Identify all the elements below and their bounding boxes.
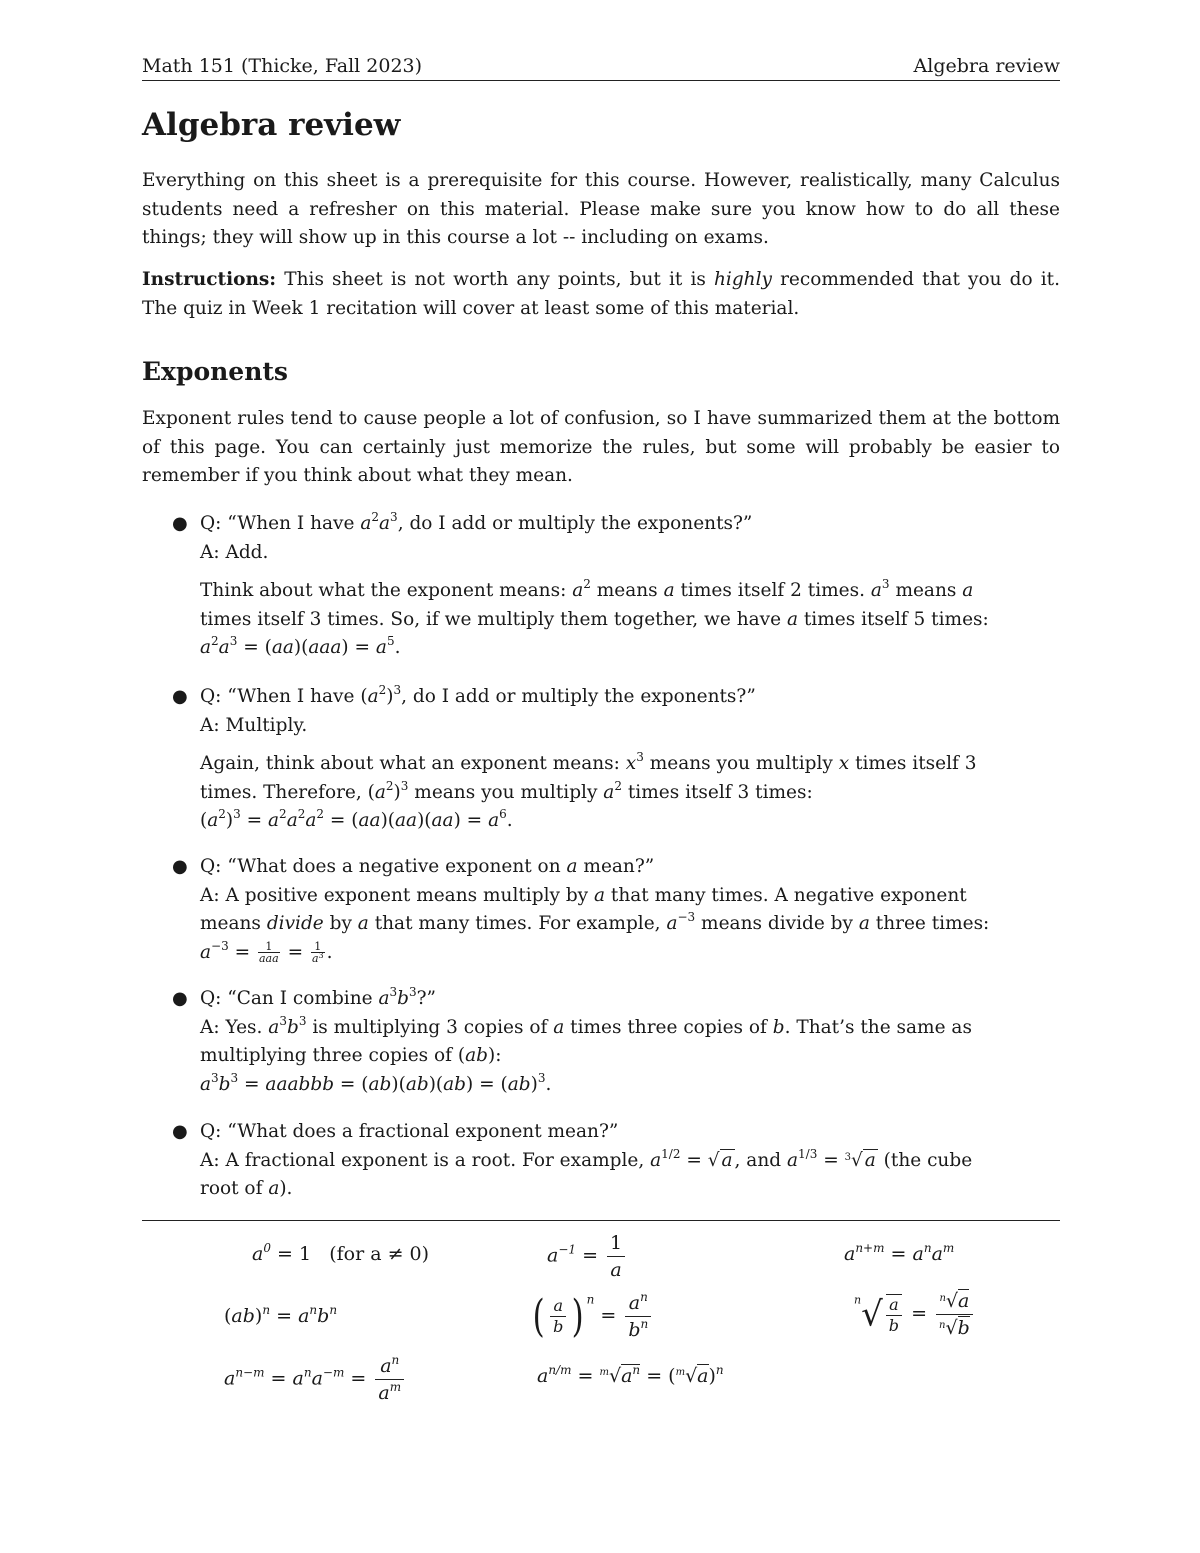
divider bbox=[142, 1220, 1060, 1221]
bullet-icon: ● bbox=[172, 513, 188, 534]
bullet-icon: ● bbox=[172, 1121, 188, 1142]
rule-quotient: $a^{n-m} = a^na^{-m}$ = $\frac{a^n}{a^m}$ bbox=[224, 1353, 407, 1406]
rule-root-of-quotient: $^n$√ $\frac{a}{b}$ = $\frac{^n√a}{^n√b}$ bbox=[854, 1288, 976, 1341]
list-item: ● Q: “What does a fractional exponent mean?” A: A fractional exponent is a root. For example, $a^{1/2}$ = √ a , and $a^{1/3} = ^3√$ a (the cube root of a). bbox=[200, 1118, 1060, 1204]
header-topic: Algebra review bbox=[913, 55, 1060, 77]
header-course: Math 151 (Thicke, Fall 2023) bbox=[142, 55, 423, 77]
bullet-icon: ● bbox=[172, 856, 188, 877]
instructions-label: Instructions: bbox=[142, 269, 277, 290]
rule-power-of-product: $(ab)^n = a^nb^n$ bbox=[224, 1303, 338, 1327]
page-header bbox=[142, 55, 1060, 81]
rule-negative-one: $a^{-1}$ = $\frac{1}{a}$ bbox=[547, 1230, 628, 1283]
exponents-intro: Exponent rules tend to cause people a lot of confusion, so I have summarized them at the bottom of this page. You can certainly just memorize the rules, but some will probably be easier to remember if you think about what they mean. bbox=[142, 408, 1060, 486]
section-heading-exponents: Exponents bbox=[142, 357, 288, 386]
list-item: ● Q: “Can I combine $a^3b^3$?” A: Yes. $a^3b^3$ is multiplying 3 copies of a times three copies of b. That’s the same as multiplying three copies of (ab): $a^3b^3$ = aaabbb = (ab)(ab)(ab) = (ab)$^3$. bbox=[172, 985, 972, 1095]
list-item: ● Q: “When I have $a^2a^3$, do I add or multiply the exponents?” A: Add. Think about what the exponent means: $a^2$ means a times itself 2 times. $a^3$ means a times itself 3 times. So, if we multiply them together, we have a times itself 5 times: $a^2a^3 = (aa)(aaa) = a^5$. bbox=[172, 510, 989, 658]
instructions-paragraph: Instructions: This sheet is not worth any points, but it is highly recommended that you do it. The quiz in Week 1 recitation will cover at least some of this material. bbox=[142, 269, 1060, 319]
rule-product: $a^{n+m} = a^na^m$ bbox=[844, 1241, 955, 1265]
bullet-icon: ● bbox=[172, 988, 188, 1009]
bullet-icon: ● bbox=[172, 686, 188, 707]
page-title: Algebra review bbox=[142, 107, 401, 143]
list-item: ● Q: “What does a negative exponent on a mean?” A: A positive exponent means multiply by a that many times. A negative exponent means divide by a that many times. For example, $a^{-3}$ means divide by a three times: $a^{-3}$ = $\frac{1}{\text{aaa}}$ = $\frac{1}{a^3}$ . bbox=[200, 853, 1060, 967]
rule-zero-exponent: $a^0 = 1$ (for a ≠ 0) bbox=[252, 1241, 430, 1265]
list-item: ● Q: “When I have $(a^2)^3$, do I add or multiply the exponents?” A: Multiply. Again, think about what an exponent means: $x^3$ means you multiply x times itself 3 times. Therefore, $(a^2)^3$ means you multiply $a^2$ times itself 3 times: $(a^2)^3 = a^2a^2a^2 = (aa)(aa)(aa) = a^6$. bbox=[172, 683, 977, 831]
intro-paragraph: Everything on this sheet is a prerequisite for this course. However, realistically, many Calculus students need a refresher on this material. Please make sure you know how to do all these things; they will show up in this course a lot -- including on exams. bbox=[142, 170, 1060, 248]
rule-power-of-quotient: ( $\frac{a}{b}$ ) $^n$ = $\frac{a^n}{b^n}$ bbox=[530, 1290, 654, 1343]
rule-fractional-exponent: $a^{n/m} = ^m√a^n = (^m√a)^n$ bbox=[537, 1363, 724, 1387]
